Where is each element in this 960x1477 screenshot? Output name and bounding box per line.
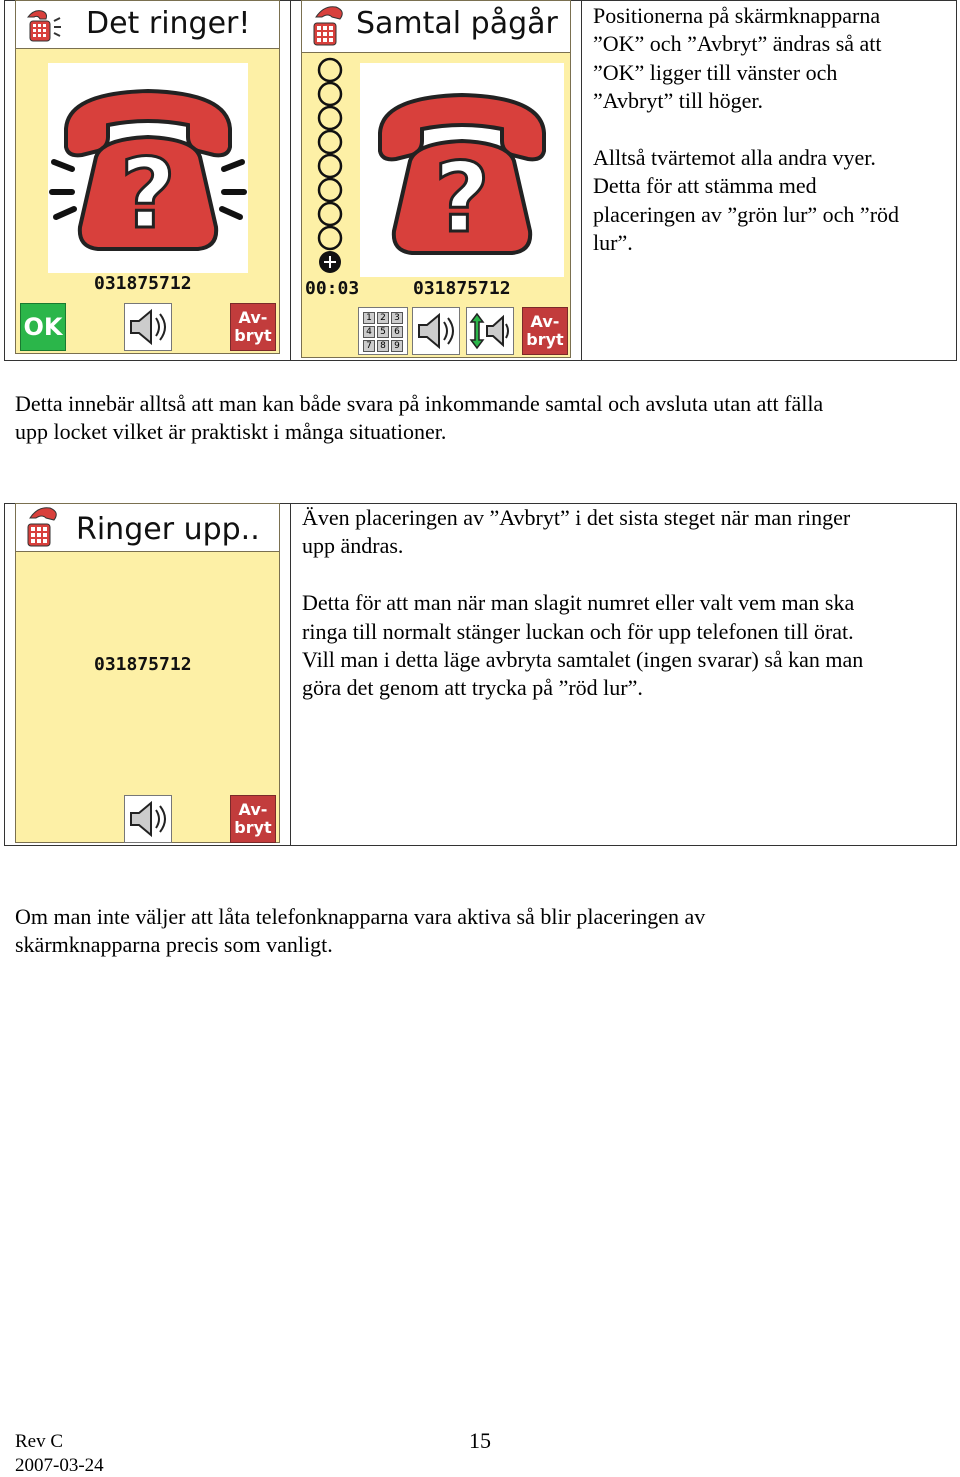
- cancel-label-line-2: bryt: [234, 818, 272, 837]
- text-line: upp locket vilket är praktiskt i många situationer.: [15, 419, 447, 445]
- cancel-button[interactable]: [522, 307, 568, 355]
- unknown-caller-phone-icon: [362, 71, 562, 275]
- call-timer: 00:03: [305, 278, 360, 299]
- text-line: Positionerna på skärmknapparna: [593, 3, 881, 28]
- text-line: upp ändras.: [302, 533, 404, 559]
- screen-titlebar: [302, 1, 570, 53]
- keypad-key: 4: [363, 326, 375, 338]
- keypad-key: 3: [391, 312, 403, 324]
- text-line: Vill man i detta läge avbryta samtalet (ingen svarar) så kan man: [302, 647, 864, 673]
- keypad-key: 2: [377, 312, 389, 324]
- unknown-caller-phone-icon: [48, 67, 248, 271]
- text-line: Detta för att man när man slagit numret eller valt vem man ska: [302, 590, 855, 616]
- cancel-button[interactable]: [230, 795, 276, 843]
- speaker-button[interactable]: [124, 795, 172, 843]
- text-line: skärmknapparna precis som vanligt.: [15, 932, 333, 958]
- text-line: ”Avbryt” till höger.: [593, 88, 764, 114]
- text-line: göra det genom att trycka på ”röd lur”.: [302, 675, 643, 701]
- volume-up-down-icon: [467, 308, 513, 354]
- speaker-icon: [125, 796, 171, 842]
- keypad-key: 8: [377, 340, 389, 352]
- signal-level-icon: [314, 57, 346, 283]
- screen-call-in-progress: [301, 0, 571, 358]
- screen-titlebar: [16, 1, 279, 49]
- section-1-text: [593, 2, 953, 258]
- speaker-button[interactable]: [412, 307, 460, 355]
- table-divider: [290, 503, 291, 846]
- cancel-button[interactable]: [230, 303, 276, 351]
- section-2-text: [302, 504, 952, 703]
- screen-titlebar: [16, 504, 279, 552]
- cancel-label-line-1: Av-: [238, 800, 268, 819]
- screen-title: Det ringer!: [86, 6, 251, 41]
- caller-number: 031875712: [94, 273, 192, 294]
- screen-title: Samtal pågår: [356, 6, 558, 41]
- footer-date: 2007-03-24: [15, 1455, 104, 1476]
- handset-icon: [306, 5, 354, 53]
- keypad-button[interactable]: [358, 307, 408, 355]
- keypad-key: 6: [391, 326, 403, 338]
- keypad-key: 1: [363, 312, 375, 324]
- screen-title: Ringer upp..: [76, 512, 260, 547]
- speaker-icon: [413, 308, 459, 354]
- svg-text:?: ?: [434, 142, 490, 254]
- cancel-label-line-2: bryt: [234, 326, 272, 345]
- text-line: lur”.: [593, 230, 633, 256]
- paragraph-2: [15, 903, 945, 960]
- handset-icon: [20, 506, 68, 554]
- ok-button[interactable]: OK: [20, 303, 66, 351]
- table-divider: [290, 0, 291, 361]
- keypad-key: 5: [377, 326, 389, 338]
- screen-dialing: [15, 503, 280, 843]
- handset-icon: [20, 7, 66, 51]
- cancel-label-line-2: bryt: [526, 330, 564, 349]
- page-number: 15: [469, 1428, 491, 1453]
- caller-number: 031875712: [413, 278, 511, 299]
- screen-ringing: [15, 0, 280, 354]
- table-divider: [581, 0, 582, 361]
- paragraph-1: [15, 390, 945, 447]
- keypad-key: 9: [391, 340, 403, 352]
- volume-button[interactable]: [466, 307, 514, 355]
- svg-text:?: ?: [120, 138, 176, 250]
- text-line: Detta för att stämma med: [593, 173, 817, 199]
- text-line: Om man inte väljer att låta telefonknapparna vara aktiva så blir placeringen av: [15, 904, 706, 929]
- keypad-icon: [363, 312, 403, 352]
- text-line: placeringen av ”grön lur” och ”röd: [593, 201, 900, 227]
- footer-revision: Rev C: [15, 1431, 64, 1452]
- cancel-label-line-1: Av-: [530, 312, 560, 331]
- text-line: Även placeringen av ”Avbryt” i det sista steget när man ringer: [302, 505, 851, 530]
- text-line: Detta innebär alltså att man kan både svara på inkommande samtal och avsluta utan att fälla: [15, 391, 824, 416]
- speaker-icon: [125, 304, 171, 350]
- text-line: Alltså tvärtemot alla andra vyer.: [593, 145, 876, 171]
- keypad-key: 7: [363, 340, 375, 352]
- dialed-number: 031875712: [94, 654, 192, 675]
- cancel-label-line-1: Av-: [238, 308, 268, 327]
- text-line: ringa till normalt stänger luckan och för upp telefonen till örat.: [302, 618, 854, 644]
- text-line: ”OK” ligger till vänster och: [593, 59, 838, 85]
- text-line: ”OK” och ”Avbryt” ändras så att: [593, 31, 882, 57]
- speaker-button[interactable]: [124, 303, 172, 351]
